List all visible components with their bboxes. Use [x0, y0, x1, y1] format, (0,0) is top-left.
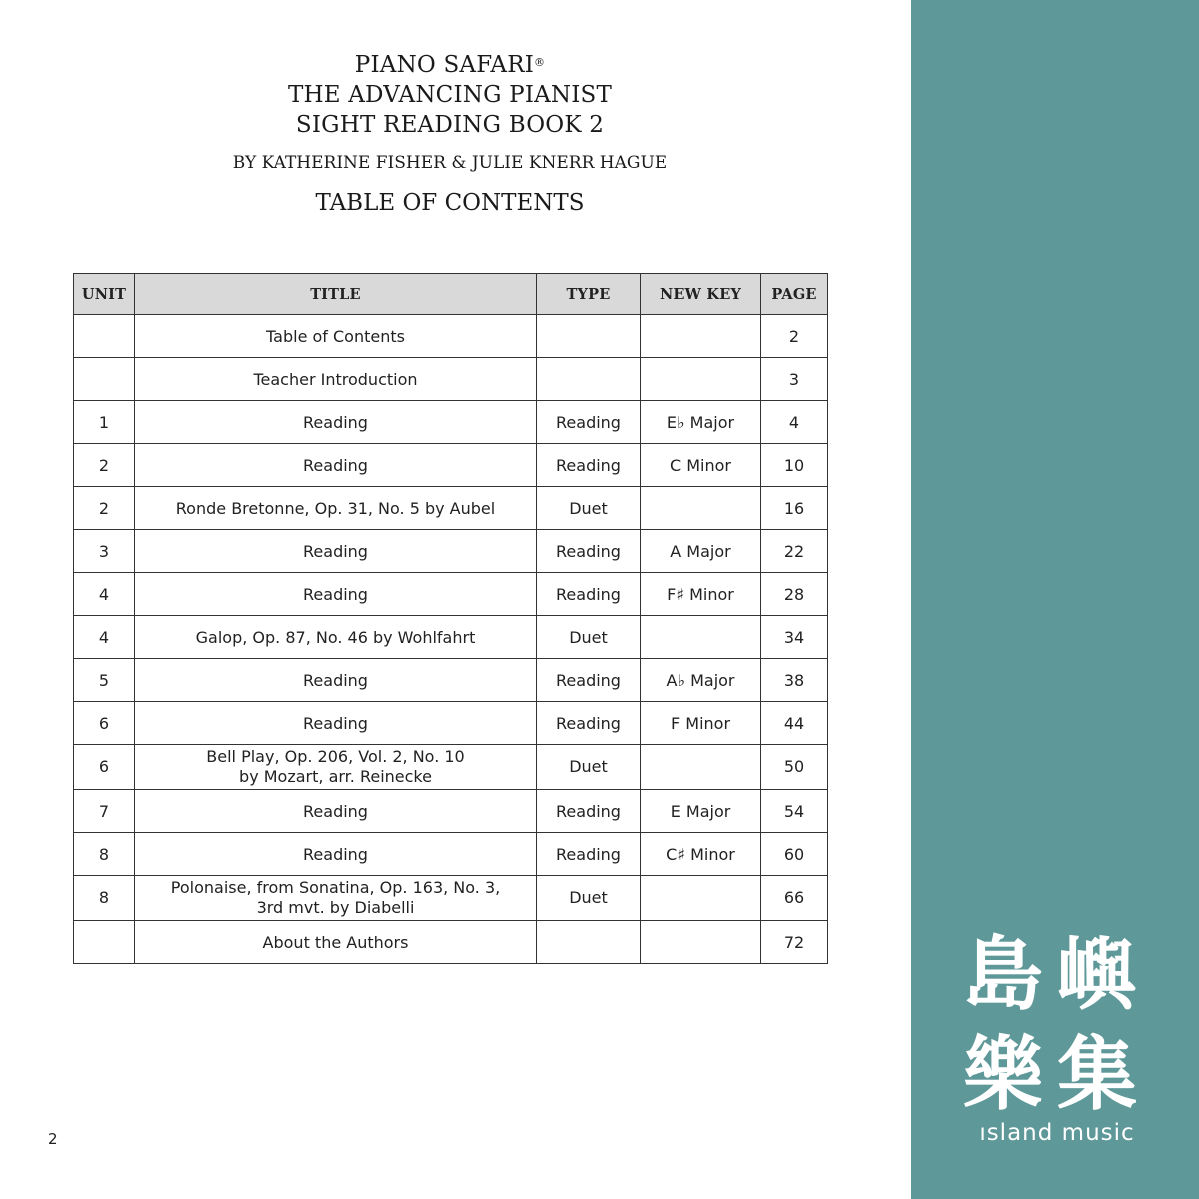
cell-new-key: A Major [641, 530, 761, 573]
logo-characters-top: 島嶼 [963, 928, 1151, 1021]
table-row [74, 530, 828, 573]
table-row [74, 616, 828, 659]
cell-title [135, 573, 537, 616]
cell-title [135, 659, 537, 702]
cell-new-key: A♭ Major [641, 659, 761, 702]
cell-unit: 4 [74, 616, 135, 659]
cell-type: Reading [537, 659, 641, 702]
cell-new-key: E♭ Major [641, 401, 761, 444]
cell-new-key: F Minor [641, 702, 761, 745]
logo-characters-bottom: 樂集 [963, 1028, 1151, 1121]
column-header-unit: UNIT [74, 274, 135, 315]
cell-type: Reading [537, 401, 641, 444]
cell-title [135, 921, 537, 964]
cell-unit [74, 358, 135, 401]
cell-unit: 8 [74, 833, 135, 876]
cell-new-key: F♯ Minor [641, 573, 761, 616]
cell-type [537, 315, 641, 358]
cell-type [537, 921, 641, 964]
cell-type: Reading [537, 444, 641, 487]
cell-type: Reading [537, 790, 641, 833]
table-row [74, 790, 828, 833]
cell-page: 38 [761, 659, 828, 702]
table-body [74, 315, 828, 964]
column-header-new-key: NEW KEY [641, 274, 761, 315]
table-row [74, 833, 828, 876]
cell-title [135, 315, 537, 358]
column-header-page: PAGE [761, 274, 828, 315]
cell-page: 22 [761, 530, 828, 573]
table-row [74, 315, 828, 358]
cell-title [135, 487, 537, 530]
cell-new-key [641, 616, 761, 659]
cell-new-key [641, 487, 761, 530]
contents-table [73, 273, 828, 964]
table-row [74, 358, 828, 401]
cell-type: Reading [537, 702, 641, 745]
table-row [74, 401, 828, 444]
table-row [74, 876, 828, 921]
cell-page: 54 [761, 790, 828, 833]
cell-title [135, 401, 537, 444]
cell-title-line-2: 3rd mvt. by Diabelli [256, 898, 415, 917]
toc-heading: TABLE OF CONTENTS [315, 190, 585, 216]
table-row [74, 702, 828, 745]
cell-title-line: Galop, Op. 87, No. 46 by Wohlfahrt [195, 627, 476, 647]
cell-new-key [641, 358, 761, 401]
cell-unit: 3 [74, 530, 135, 573]
cell-page: 16 [761, 487, 828, 530]
cell-title-line: Reading [303, 455, 368, 475]
cell-title-line-2: by Mozart, arr. Reinecke [239, 767, 432, 786]
cell-title [135, 790, 537, 833]
cell-page: 2 [761, 315, 828, 358]
cell-unit [74, 921, 135, 964]
cell-unit: 8 [74, 876, 135, 921]
cell-page: 4 [761, 401, 828, 444]
cell-type: Reading [537, 833, 641, 876]
cell-page: 60 [761, 833, 828, 876]
column-header-title: TITLE [135, 274, 537, 315]
table-row [74, 745, 828, 790]
cell-title [135, 702, 537, 745]
cell-unit: 1 [74, 401, 135, 444]
cell-title [135, 833, 537, 876]
cell-type: Duet [537, 876, 641, 921]
cell-title [135, 745, 537, 790]
cell-new-key: C♯ Minor [641, 833, 761, 876]
cell-unit: 5 [74, 659, 135, 702]
island-music-logo [962, 925, 1152, 1125]
table-row [74, 659, 828, 702]
cell-unit: 4 [74, 573, 135, 616]
cell-title-line: Table of Contents [266, 326, 405, 346]
series-name: PIANO SAFARI [354, 52, 534, 78]
cell-title [135, 876, 537, 921]
cell-unit: 2 [74, 487, 135, 530]
book-subtitle: THE ADVANCING PIANIST [287, 82, 613, 108]
cell-type: Reading [537, 530, 641, 573]
cell-title-line: Reading [303, 541, 368, 561]
cell-page: 66 [761, 876, 828, 921]
table-row [74, 921, 828, 964]
cell-new-key [641, 876, 761, 921]
cell-title-line: About the Authors [262, 932, 409, 952]
cell-new-key [641, 921, 761, 964]
cell-page: 28 [761, 573, 828, 616]
cell-title [135, 616, 537, 659]
cell-unit [74, 315, 135, 358]
cell-type: Duet [537, 487, 641, 530]
cell-title-line: Polonaise, from Sonatina, Op. 163, No. 3, [170, 878, 501, 897]
cell-new-key [641, 315, 761, 358]
cell-page: 3 [761, 358, 828, 401]
cell-title-line: Reading [303, 801, 368, 821]
registered-mark: ® [534, 56, 546, 69]
cell-title-line: Reading [303, 713, 368, 733]
cell-unit: 6 [74, 702, 135, 745]
cell-new-key: E Major [641, 790, 761, 833]
cell-title-line: Reading [303, 844, 368, 864]
cell-title-line: Bell Play, Op. 206, Vol. 2, No. 10 [206, 747, 465, 766]
cell-title-line: Reading [303, 584, 368, 604]
book-title: SIGHT READING BOOK 2 [295, 112, 605, 138]
cell-type: Duet [537, 745, 641, 790]
cell-title [135, 444, 537, 487]
cell-unit: 7 [74, 790, 135, 833]
cell-unit: 6 [74, 745, 135, 790]
cell-page: 72 [761, 921, 828, 964]
book-series-title [0, 50, 900, 80]
table-row [74, 573, 828, 616]
logo-wordmark: ısland music [979, 1120, 1135, 1146]
cell-page: 50 [761, 745, 828, 790]
cell-title-line: Reading [303, 670, 368, 690]
cell-title-line: Reading [303, 412, 368, 432]
cell-title [135, 530, 537, 573]
page-number: 2 [48, 1130, 58, 1148]
cell-new-key [641, 745, 761, 790]
cell-unit: 2 [74, 444, 135, 487]
cell-page: 34 [761, 616, 828, 659]
cell-page: 10 [761, 444, 828, 487]
cell-title-line: Ronde Bretonne, Op. 31, No. 5 by Aubel [175, 498, 496, 518]
cell-page: 44 [761, 702, 828, 745]
cell-type: Reading [537, 573, 641, 616]
cell-type [537, 358, 641, 401]
column-header-type: TYPE [537, 274, 641, 315]
cell-type: Duet [537, 616, 641, 659]
table-header-row [74, 274, 828, 315]
cell-title-line: Teacher Introduction [253, 369, 418, 389]
book-authors: BY KATHERINE FISHER & JULIE KNERR HAGUE [232, 153, 668, 173]
table-row [74, 487, 828, 530]
cell-title [135, 358, 537, 401]
table-row [74, 444, 828, 487]
cell-new-key: C Minor [641, 444, 761, 487]
